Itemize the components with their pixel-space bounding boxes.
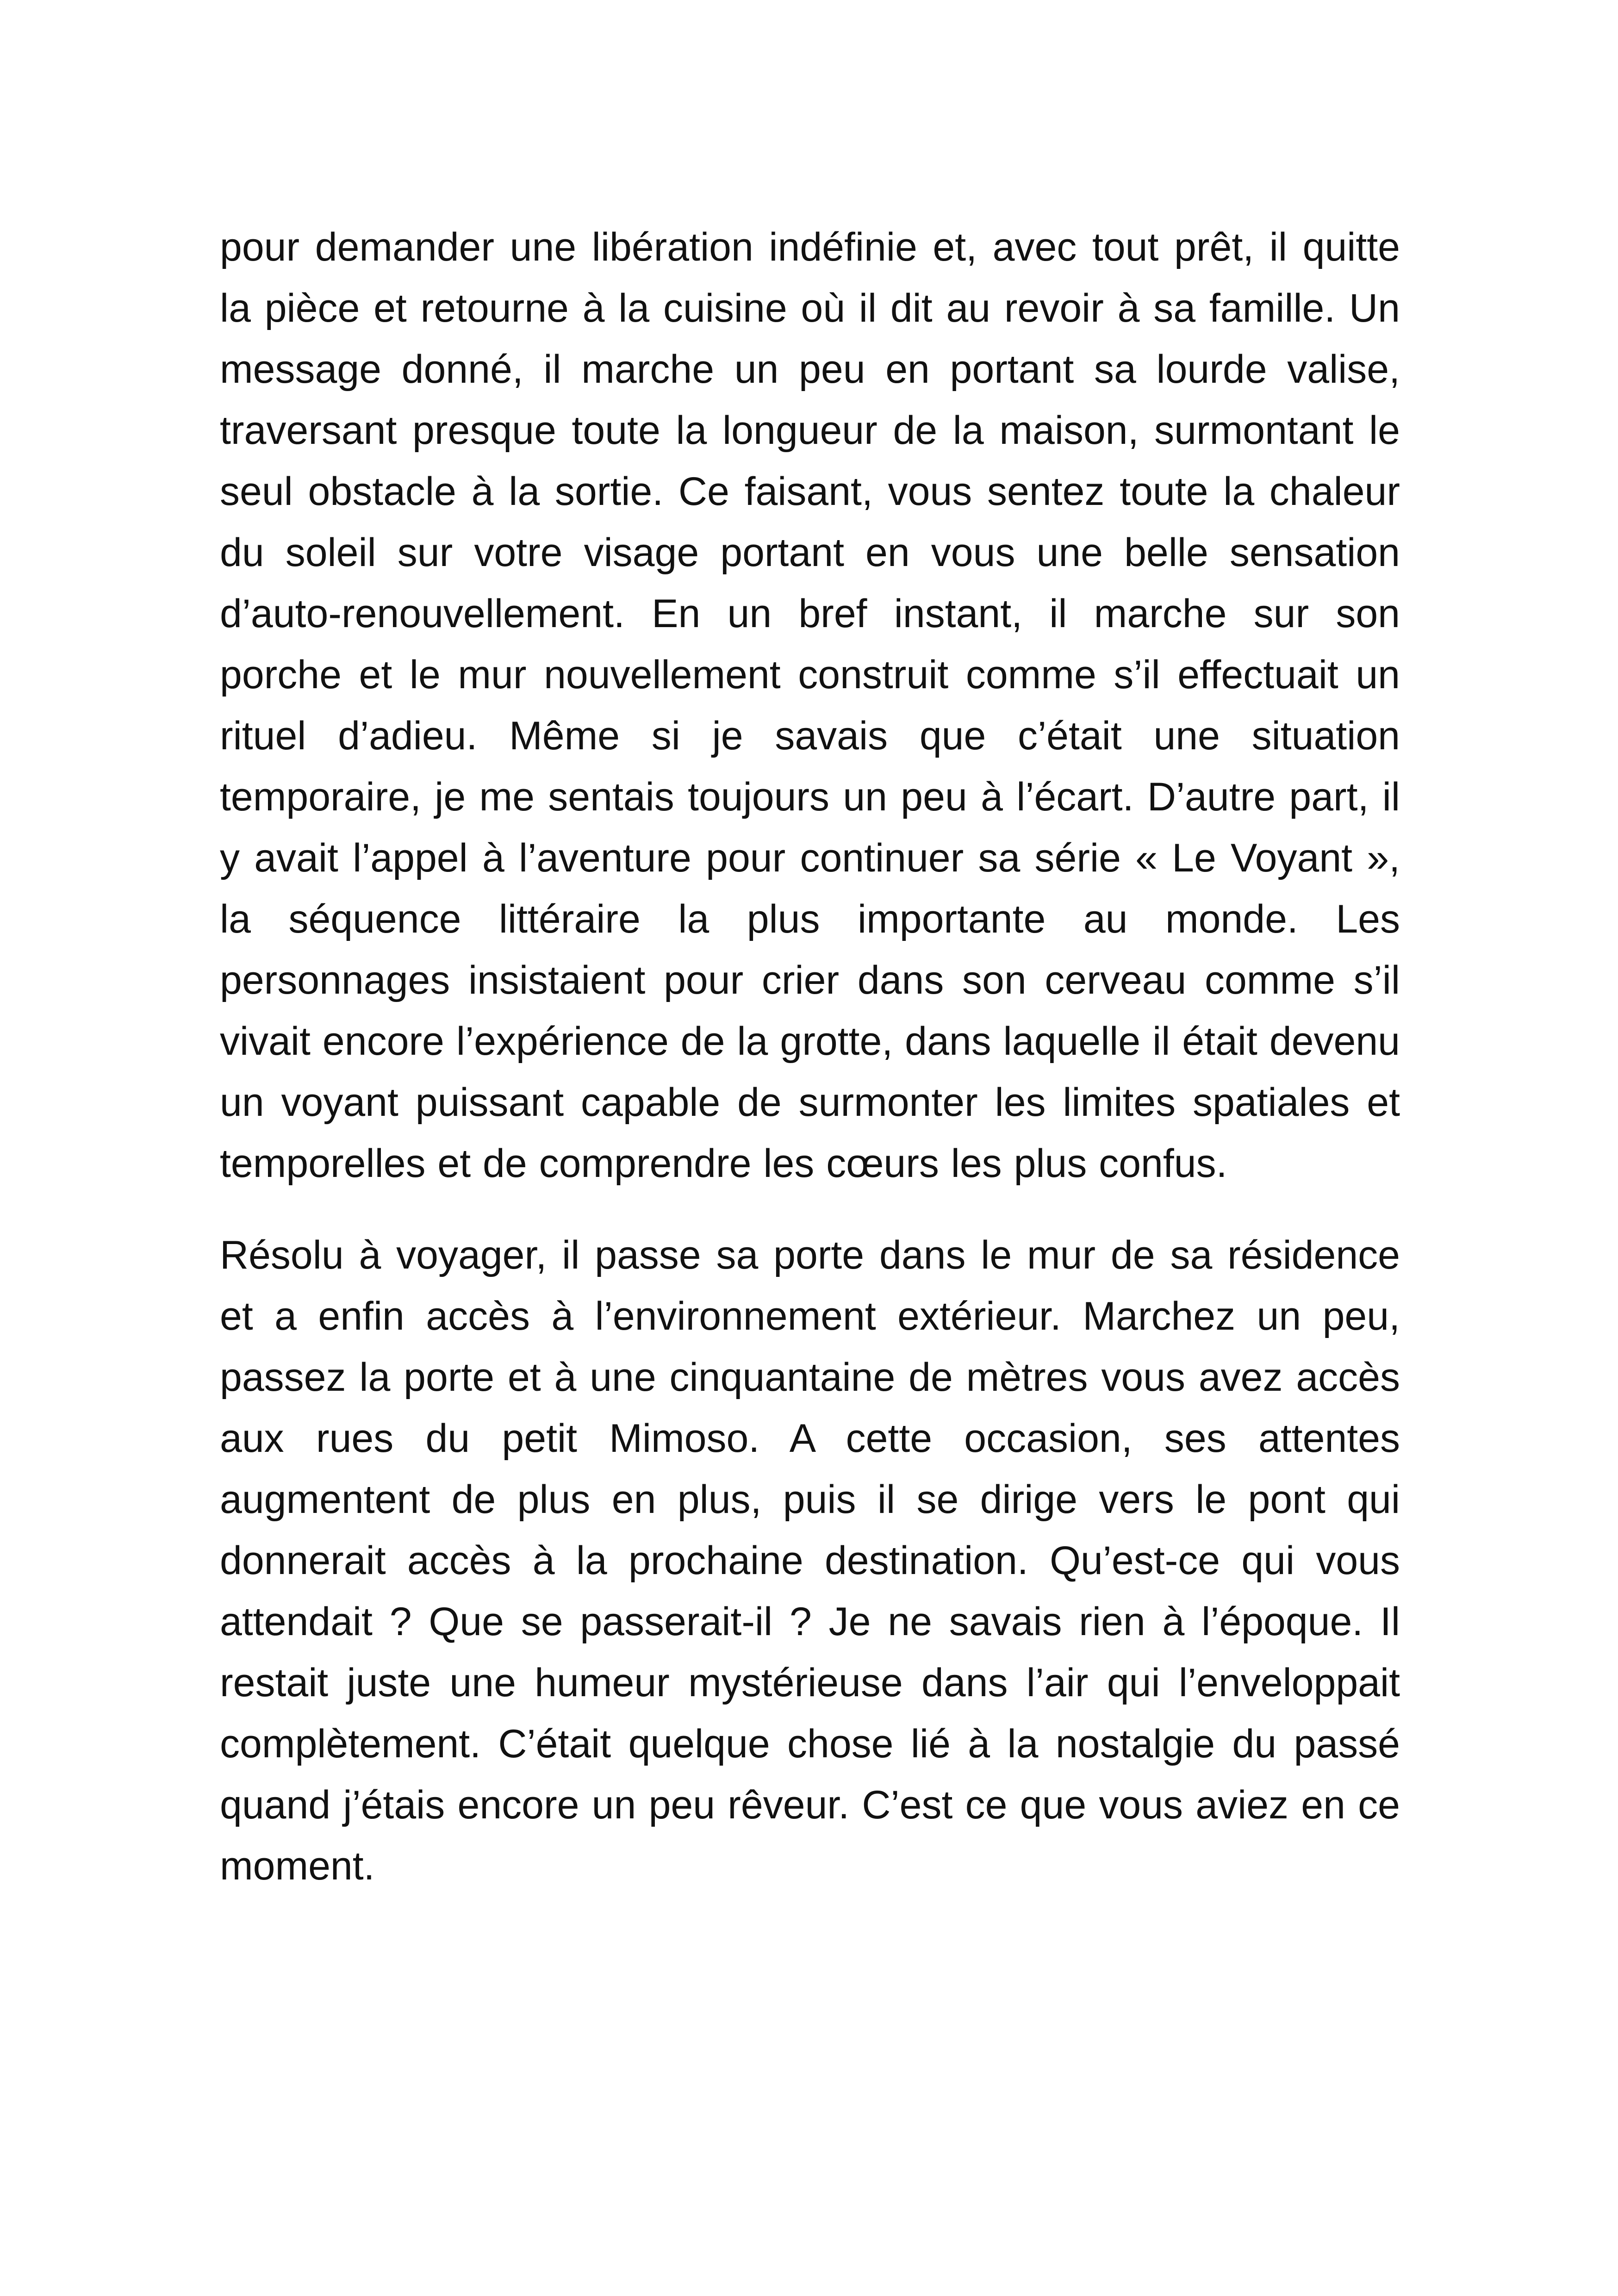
body-text: [220, 217, 1400, 1897]
paragraph-2: Résolu à voyager, il passe sa porte dans le mur de sa résidence et a enfin accès à l’environnement extérieur. Marchez un peu, passez la porte et à une cinquantaine de mètres vous avez accès aux rues du petit Mimoso. A cette occasion, ses attentes augmentent de plus en plus, puis il se dirige vers le pont qui donnerait accès à la prochaine destination. Qu’est-ce qui vous attendait ? Que se passerait-il ? Je ne savais rien à l’époque. Il restait juste une humeur mystérieuse dans l’air qui l’enveloppait complètement. C’était quelque chose lié à la nostalgie du passé quand j’étais encore un peu rêveur. C’est ce que vous aviez en ce moment.: [220, 1233, 1400, 1888]
paragraph-1: pour demander une libération indéfinie et, avec tout prêt, il quitte la pièce et retourne à la cuisine où il dit au revoir à sa famille. Un message donné, il marche un peu en portant sa lourde valise, traversant presque toute la longueur de la maison, surmontant le seul obstacle à la sortie. Ce faisant, vous sentez toute la chaleur du soleil sur votre visage portant en vous une belle sensation d’auto-renouvellement. En un bref instant, il marche sur son porche et le mur nouvellement construit comme s’il effectuait un rituel d’adieu. Même si je savais que c’était une situation temporaire, je me sentais toujours un peu à l’écart. D’autre part, il y avait l’appel à l’aventure pour continuer sa série « Le Voyant », la séquence littéraire la plus importante au monde. Les personnages insistaient pour crier dans son cerveau comme s’il vivait encore l’expérience de la grotte, dans laquelle il était devenu un voyant puissant capable de surmonter les limites spatiales et temporelles et de comprendre les cœurs les plus confus.: [220, 225, 1400, 1186]
